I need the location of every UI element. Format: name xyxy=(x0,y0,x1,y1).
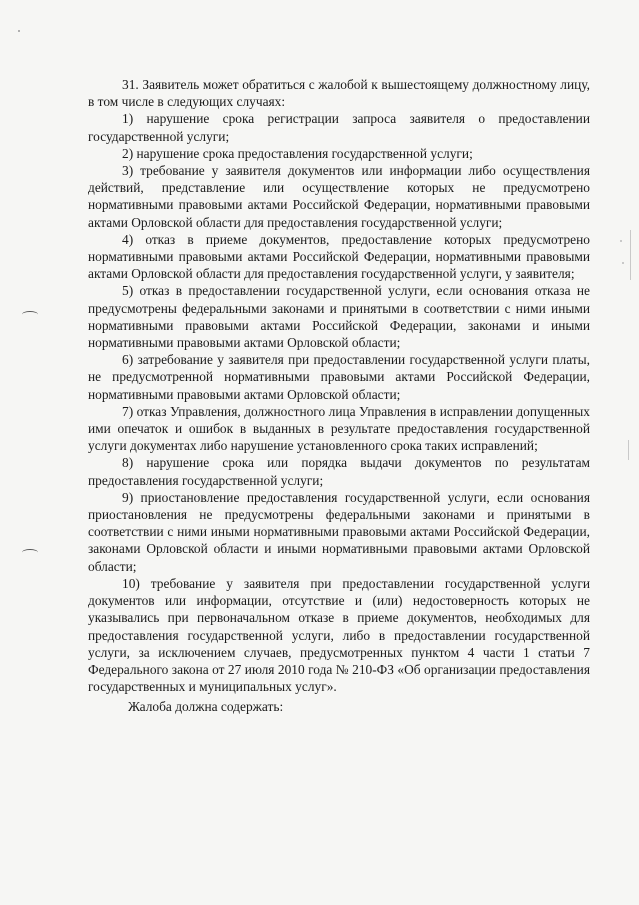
document-body xyxy=(88,76,590,716)
paragraph-item-2: 2) нарушение срока предоставления государственной услуги; xyxy=(122,145,473,161)
hole-punch-mark-lower xyxy=(22,549,38,556)
paragraph-item-3: 3) требование у заявителя документов или информации либо осуществления действий, представление или осуществление которых не предусмотрено нормативными правовыми актами Российской Федерации, нормативными правовыми актами Орловской области для предоставления государственной услуги; xyxy=(88,163,590,230)
scan-speck xyxy=(18,30,20,32)
scan-speck xyxy=(622,262,624,264)
paragraph-item-5: 5) отказ в предоставлении государственной услуги, если основания отказа не предусмотрены федеральными законами и принятыми в соответствии с ними иными нормативными правовыми актами Российской Федерации, законами и иными нормативными правовыми актами Орловской области; xyxy=(88,283,590,351)
closing-line: Жалоба должна содержать: xyxy=(128,699,284,715)
paragraph-item-1: 1) нарушение срока регистрации запроса заявителя о предоставлении государственной услуги; xyxy=(88,111,590,144)
paragraph-item-4: 4) отказ в приеме документов, предоставление которых предусмотрено нормативными правовыми актами Российской Федерации, нормативными правовыми актами Орловской области для предоставления государственной услуги, у заявителя; xyxy=(88,231,590,282)
scan-edge-noise xyxy=(630,230,631,280)
paragraph-item-10: 10) требование у заявителя при предоставлении государственной услуги документов или информации, отсутствие и (или) недостоверность которых не указывались при первоначальном отказе в приеме документов, необходимых для предоставления государственной услуги, либо в предоставлении государственной услуги, за исключением случаев, предусмотренных пунктом 4 части 1 статьи 7 Федерального закона от 27 июля 2010 года № 210-ФЗ «Об организации предоставления государственных и муниципальных услуг». xyxy=(88,575,590,695)
paragraph-item-8: 8) нарушение срока или порядка выдачи документов по результатам предоставления государственной услуги; xyxy=(88,455,590,488)
scan-edge-noise xyxy=(628,440,629,460)
paragraph-item-31: 31. Заявитель может обратиться с жалобой к вышестоящему должностному лицу, в том числе в следующих случаях: xyxy=(88,77,590,110)
hole-punch-mark-upper xyxy=(22,311,38,318)
paragraph-item-9: 9) приостановление предоставления государственной услуги, если основания приостановления не предусмотрены федеральными законами и принятыми в соответствии с ними иными нормативными правовыми актами Российской Федерации, законами Орловской области и иными нормативными правовыми актами Орловской области; xyxy=(88,489,590,574)
paragraph-item-6: 6) затребование у заявителя при предоставлении государственной услуги платы, не предусмотренной нормативными правовыми актами Российской Федерации, нормативными правовыми актами Орловской области; xyxy=(88,352,590,402)
scan-speck xyxy=(620,240,622,242)
paragraph-item-7: 7) отказ Управления, должностного лица Управления в исправлении допущенных ими опечаток и ошибок в выданных в результате предоставления государственной услуги документах либо нарушение установленного срока таких исправлений; xyxy=(88,403,590,454)
